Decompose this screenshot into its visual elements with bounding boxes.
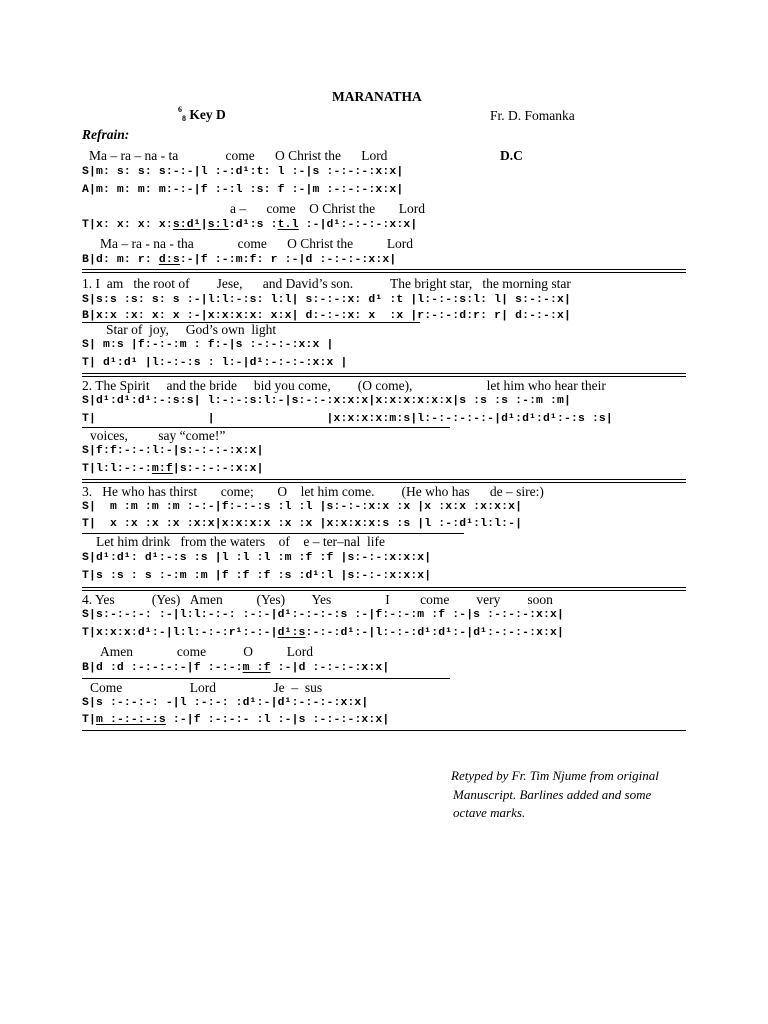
refrain-tenor-underlined-3: t.l	[277, 219, 299, 231]
refrain-lyric-1: Ma – ra – na - ta come O Christ the Lord	[89, 148, 388, 163]
section-divider	[82, 269, 686, 270]
verse2-lyric-2: voices, say “come!”	[90, 428, 226, 443]
refrain-lyric-2: a – come O Christ the Lord	[230, 201, 425, 216]
verse1-lyric-1: 1. I am the root of Jese, and David’s son. The bright star, the morning star	[82, 276, 571, 291]
refrain-tenor-c: :d¹:s :	[228, 219, 278, 231]
refrain-bass-underlined: d:s	[158, 254, 180, 266]
verse4-tenor-2	[82, 715, 389, 726]
verse2-soprano: S|d¹:d¹:d¹:-:s:s| l:-:-:s:l:-|s:-:-:x:x:x|x:x:x:x:x:x|s :s :s :-:m :m|	[82, 395, 571, 407]
verse4-tenor-underlined: d¹:s	[277, 627, 306, 639]
verse4-tenor-2-b: :-|f :-:-:- :l :-|s :-:-:-:x:x|	[165, 714, 390, 726]
verse2-tenor-2	[82, 464, 264, 475]
verse1-lyric-2: Star of joy, God’s own light	[106, 322, 277, 337]
verse4-bass-a: B|d :d :-:-:-:-|f :-:-:	[82, 662, 243, 674]
refrain-tenor-d: :-|d¹:-:-:-:x:x|	[298, 219, 418, 231]
refrain-alto: A|m: m: m: m:-:-|f :-:l :s: f :-|m :-:-:-:x:x|	[82, 184, 404, 196]
verse1-soprano: S|s:s :s: s: s :-|l:l:-:s: l:l| s:-:-:x: d¹ :t |l:-:-:s:l: l| s:-:-:x|	[82, 294, 571, 306]
time-signature-bottom: 8	[182, 114, 186, 123]
credit-line-3: octave marks.	[453, 805, 526, 820]
song-title: MARANATHA	[332, 89, 422, 104]
verse4-bass-b: :-|d :-:-:-:x:x|	[270, 662, 390, 674]
refrain-soprano: S|m: s: s: s:-:-|l :-:d¹:t: l :-|s :-:-:-:x:x|	[82, 166, 404, 178]
verse4-lyric-1: 4. Yes (Yes) Amen (Yes) Yes I come very soon	[82, 592, 553, 607]
section-divider	[82, 730, 686, 731]
credit-line-1: Retyped by Fr. Tim Njume from original	[451, 768, 659, 783]
verse2-tenor-2-b: |s:-:-:-:x:x|	[172, 463, 264, 475]
verse3-soprano-2: S|d¹:d¹: d¹:-:s :s |l :l :l :m :f :f |s:-:-:x:x:x|	[82, 552, 432, 564]
verse2-tenor-2-underlined: m:f	[151, 463, 173, 475]
composer: Fr. D. Fomanka	[490, 108, 575, 123]
key-signature	[178, 105, 226, 123]
verse4-tenor-2-underlined: m :-:-:-:s	[95, 714, 166, 726]
verse4-soprano-2: S|s :-:-:-: -|l :-:-: :d¹:-|d¹:-:-:-:x:x|	[82, 697, 369, 709]
refrain-bass-b: :-|f :-:m:f: r :-|d :-:-:-:x:x|	[179, 254, 397, 266]
section-divider	[82, 272, 686, 273]
verse4-tenor	[82, 628, 564, 639]
verse1-bass: B|x:x :x: x: x :-|x:x:x:x: x:x| d:-:-:x: x :x |r:-:-:d:r: r| d:-:-:x|	[82, 310, 571, 322]
verse4-underline	[82, 678, 450, 679]
verse1-tenor-2: T| d¹:d¹ |l:-:-:s : l:-|d¹:-:-:-:x:x |	[82, 357, 348, 369]
verse4-tenor-2-a: T|	[82, 714, 96, 726]
verse2-lyric-1: 2. The Spirit and the bride bid you come, (O come), let him who hear their	[82, 378, 606, 393]
verse2-tenor: T| | |x:x:x:x:m:s|l:-:-:-:-:-|d¹:d¹:d¹:-:s :s|	[82, 413, 613, 425]
verse4-tenor-a: T|x:x:x:d¹:-|l:l:-:-:r¹:-:-|	[82, 627, 278, 639]
section-divider	[82, 479, 686, 480]
key-label: Key D	[186, 107, 226, 122]
refrain-label: Refrain:	[82, 127, 130, 142]
section-divider	[82, 587, 686, 588]
verse1-soprano-2: S| m:s |f:-:-:m : f:-|s :-:-:-:x:x |	[82, 339, 334, 351]
verse4-soprano: S|s:-:-:-: :-|l:l:-:-: :-:-|d¹:-:-:-:s :-|f:-:-:m :f :-|s :-:-:-:x:x|	[82, 609, 564, 621]
refrain-tenor	[82, 220, 417, 231]
section-divider	[82, 482, 686, 483]
refrain-bass-a: B|d: m: r:	[82, 254, 159, 266]
verse4-bass	[82, 663, 389, 674]
time-signature-top: 6	[178, 105, 182, 114]
verse4-lyric-2: Amen come O Lord	[100, 644, 313, 659]
verse2-soprano-2: S|f:f:-:-:l:-|s:-:-:-:x:x|	[82, 445, 264, 457]
section-divider	[82, 376, 686, 377]
section-divider	[82, 373, 686, 374]
refrain-tenor-b: |	[200, 219, 208, 231]
credit-line-2: Manuscript. Barlines added and some	[453, 787, 652, 802]
dc-marking: D.C	[500, 148, 523, 163]
verse3-lyric-1: 3. He who has thirst come; O let him come. (He who has de – sire:)	[82, 484, 544, 499]
refrain-tenor-underlined-1: s:d¹	[172, 219, 201, 231]
verse4-bass-underlined: m :f	[242, 662, 271, 674]
verse3-tenor-2: T|s :s : s :-:m :m |f :f :f :s :d¹:l |s:-:-:x:x:x|	[82, 570, 432, 582]
verse4-lyric-3: Come Lord Je – sus	[90, 680, 323, 695]
verse3-soprano: S| m :m :m :m :-:-|f:-:-:s :l :l |s:-:-:x:x :x |x :x:x :x:x:x|	[82, 501, 523, 513]
refrain-bass	[82, 255, 396, 266]
refrain-lyric-3: Ma – ra - na - tha come O Christ the Lord	[100, 236, 414, 251]
verse2-tenor-2-a: T|l:l:-:-:	[82, 463, 152, 475]
verse3-tenor: T| x :x :x :x :x:x|x:x:x:x :x :x |x:x:x:x:s :s |l :-:d¹:l:l:-|	[82, 518, 523, 530]
verse4-tenor-b: :-:-:d¹:-|l:-:-:d¹:d¹:-|d¹:-:-:-:x:x|	[305, 627, 565, 639]
verse3-lyric-2: Let him drink from the waters of e – ter–nal life	[96, 534, 386, 549]
refrain-tenor-underlined-2: s:l	[207, 219, 229, 231]
section-divider	[82, 590, 686, 591]
refrain-tenor-a: T|x: x: x: x:	[82, 219, 173, 231]
